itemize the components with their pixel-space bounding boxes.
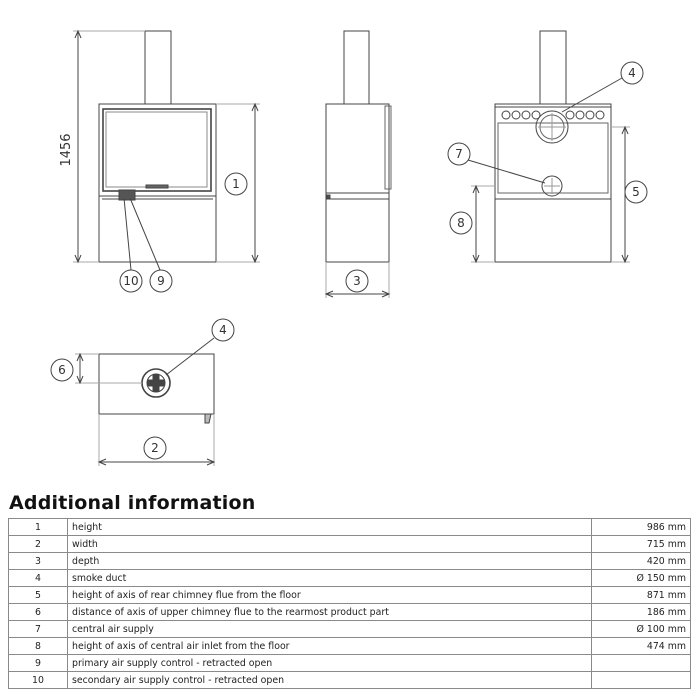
side-stove-body [326, 104, 389, 262]
table-row [9, 638, 691, 655]
callout-front-1: 1 [232, 177, 240, 191]
row-number: 8 [9, 638, 68, 655]
table-row [9, 519, 691, 536]
front-stove-body [99, 104, 216, 262]
callout-front-10: 10 [123, 274, 139, 288]
row-value: Ø 150 mm [592, 570, 691, 587]
row-label: distance of axis of upper chimney flue to the rearmost product part [68, 604, 592, 621]
rear-chimney-pipe [540, 31, 566, 104]
row-label: smoke duct [68, 570, 592, 587]
callout-side-3: 3 [353, 274, 361, 288]
callout-top-6: 6 [58, 363, 66, 377]
row-number: 1 [9, 519, 68, 536]
table-row [9, 587, 691, 604]
row-number: 7 [9, 621, 68, 638]
front-view [73, 31, 260, 270]
row-number: 10 [9, 672, 68, 689]
front-glass [106, 112, 207, 187]
rear-view [468, 31, 630, 262]
row-value: 986 mm [592, 519, 691, 536]
callout-rear-8: 8 [457, 216, 465, 230]
row-value: 186 mm [592, 604, 691, 621]
row-value [592, 672, 691, 689]
row-value: 474 mm [592, 638, 691, 655]
callout-front-9: 9 [157, 274, 165, 288]
callout-rear-7: 7 [455, 147, 463, 161]
info-table [8, 518, 691, 689]
table-row [9, 570, 691, 587]
table-row [9, 621, 691, 638]
callout-rear-5: 5 [632, 185, 640, 199]
row-label: height of axis of rear chimney flue from the floor [68, 587, 592, 604]
table-row [9, 672, 691, 689]
callout-top-4: 4 [219, 323, 227, 337]
table-row [9, 536, 691, 553]
callout-circles [51, 62, 647, 459]
row-label: height [68, 519, 592, 536]
row-value: 715 mm [592, 536, 691, 553]
row-number: 9 [9, 655, 68, 672]
row-number: 2 [9, 536, 68, 553]
row-label: central air supply [68, 621, 592, 638]
row-value: Ø 100 mm [592, 621, 691, 638]
row-number: 5 [9, 587, 68, 604]
table-row [9, 655, 691, 672]
table-row [9, 553, 691, 570]
row-label: height of axis of central air inlet from the floor [68, 638, 592, 655]
row-number: 6 [9, 604, 68, 621]
row-number: 3 [9, 553, 68, 570]
callout-top-2: 2 [151, 441, 159, 455]
front-chimney-pipe [145, 31, 171, 104]
side-view [326, 31, 391, 298]
callout-rear-4: 4 [628, 66, 636, 80]
section-title: Additional information [9, 492, 256, 514]
row-label: width [68, 536, 592, 553]
row-value: 420 mm [592, 553, 691, 570]
table-row [9, 604, 691, 621]
row-label: depth [68, 553, 592, 570]
front-ash-drawer-handle [146, 185, 168, 188]
front-firebox-window [103, 109, 211, 191]
front-air-controls [119, 190, 135, 200]
rear-stove-body [495, 104, 611, 262]
side-chimney-pipe [344, 31, 369, 104]
row-value [592, 655, 691, 672]
row-label: primary air supply control - retracted open [68, 655, 592, 672]
front-height-dimension-label: 1456 [59, 133, 74, 167]
row-value: 871 mm [592, 587, 691, 604]
row-label: secondary air supply control - retracted open [68, 672, 592, 689]
row-number: 4 [9, 570, 68, 587]
